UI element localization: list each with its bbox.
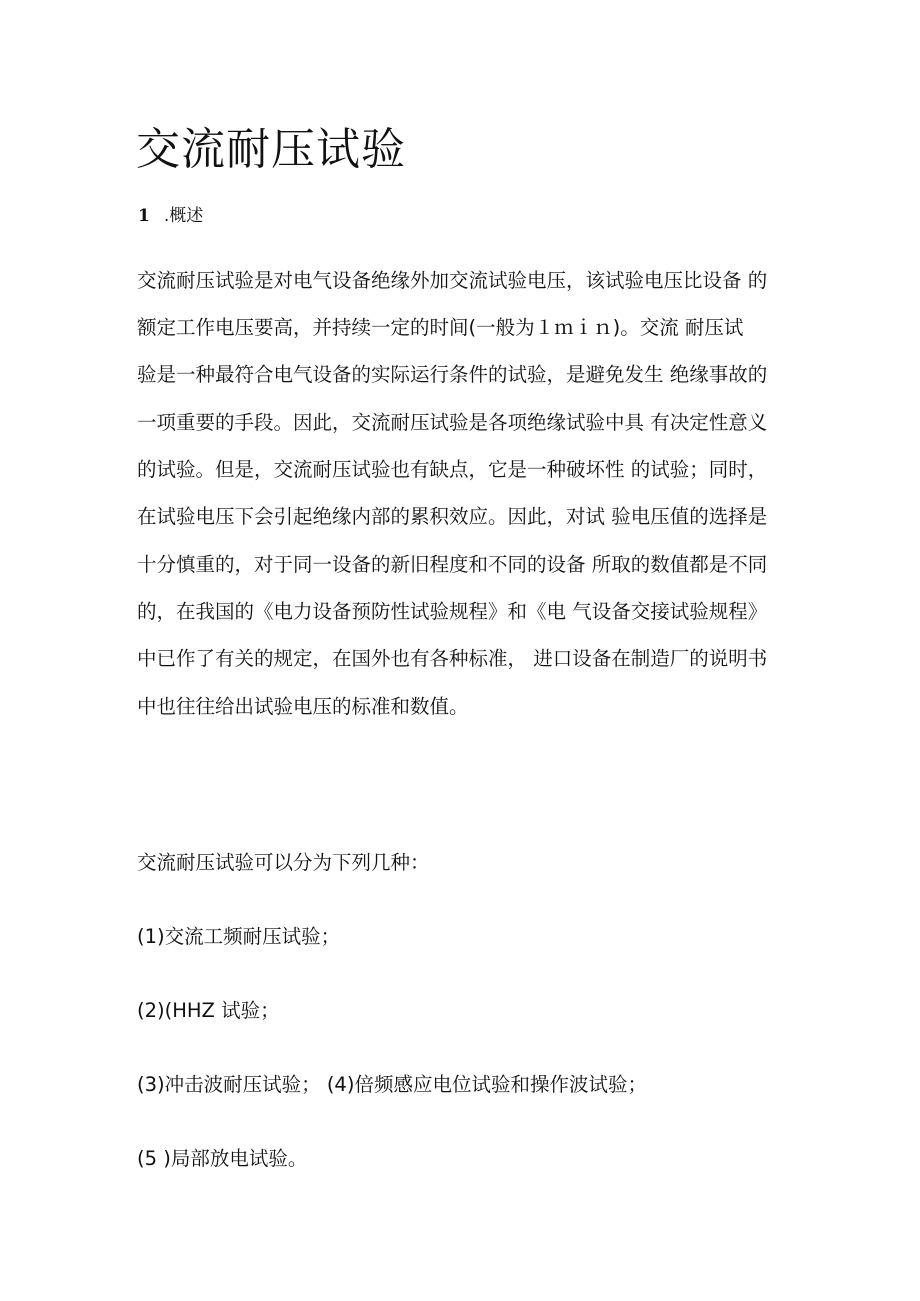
- paragraph-line: 验是一种最符合电气设备的实际运行条件的试验，是避免发生 绝缘事故的: [137, 363, 768, 386]
- paragraph-line: 中也往往给出试验电压的标准和数值。: [137, 695, 469, 718]
- list-intro: 交流耐压试验可以分为下列几种：: [137, 851, 430, 874]
- list-item: (2)(HHZ 试验；: [137, 999, 280, 1022]
- list-item: (3)冲击波耐压试验； (4)倍频感应电位试验和操作波试验；: [137, 1073, 647, 1096]
- paragraph-line: 十分慎重的，对于同一设备的新旧程度和不同的设备 所取的数值都是不同: [137, 553, 768, 576]
- paragraph-line: 中已作了有关的规定，在国外也有各种标准， 进口设备在制造厂的说明书: [137, 647, 768, 670]
- paragraph-line: 在试验电压下会引起绝缘内部的累积效应。因此，对试 验电压值的选择是: [137, 505, 768, 528]
- paragraph-line: 一项重要的手段。因此，交流耐压试验是各项绝缘试验中具 有决定性意义: [137, 411, 768, 434]
- section-number: 1: [138, 206, 150, 226]
- paragraph-line: 交流耐压试验是对电气设备绝缘外加交流试验电压，该试验电压比设备 的: [137, 269, 768, 292]
- list-item: (1)交流工频耐压试验；: [137, 925, 341, 948]
- paragraph-line: 的试验。但是，交流耐压试验也有缺点，它是一种破坏性 的试验；同时，: [137, 458, 768, 481]
- section-label: .概述: [163, 206, 204, 226]
- section-heading: [138, 202, 203, 230]
- paragraph-line: 额定工作电压要高，并持续一定的时间(一般为１ｍｉｎ)。交流 耐压试: [137, 316, 744, 339]
- paragraph-line: 的，在我国的《电力设备预防性试验规程》和《电 气设备交接试验规程》: [137, 600, 768, 623]
- list-item: (5 )局部放电试验。: [137, 1147, 308, 1170]
- document-title: 交流耐压试验: [136, 124, 406, 175]
